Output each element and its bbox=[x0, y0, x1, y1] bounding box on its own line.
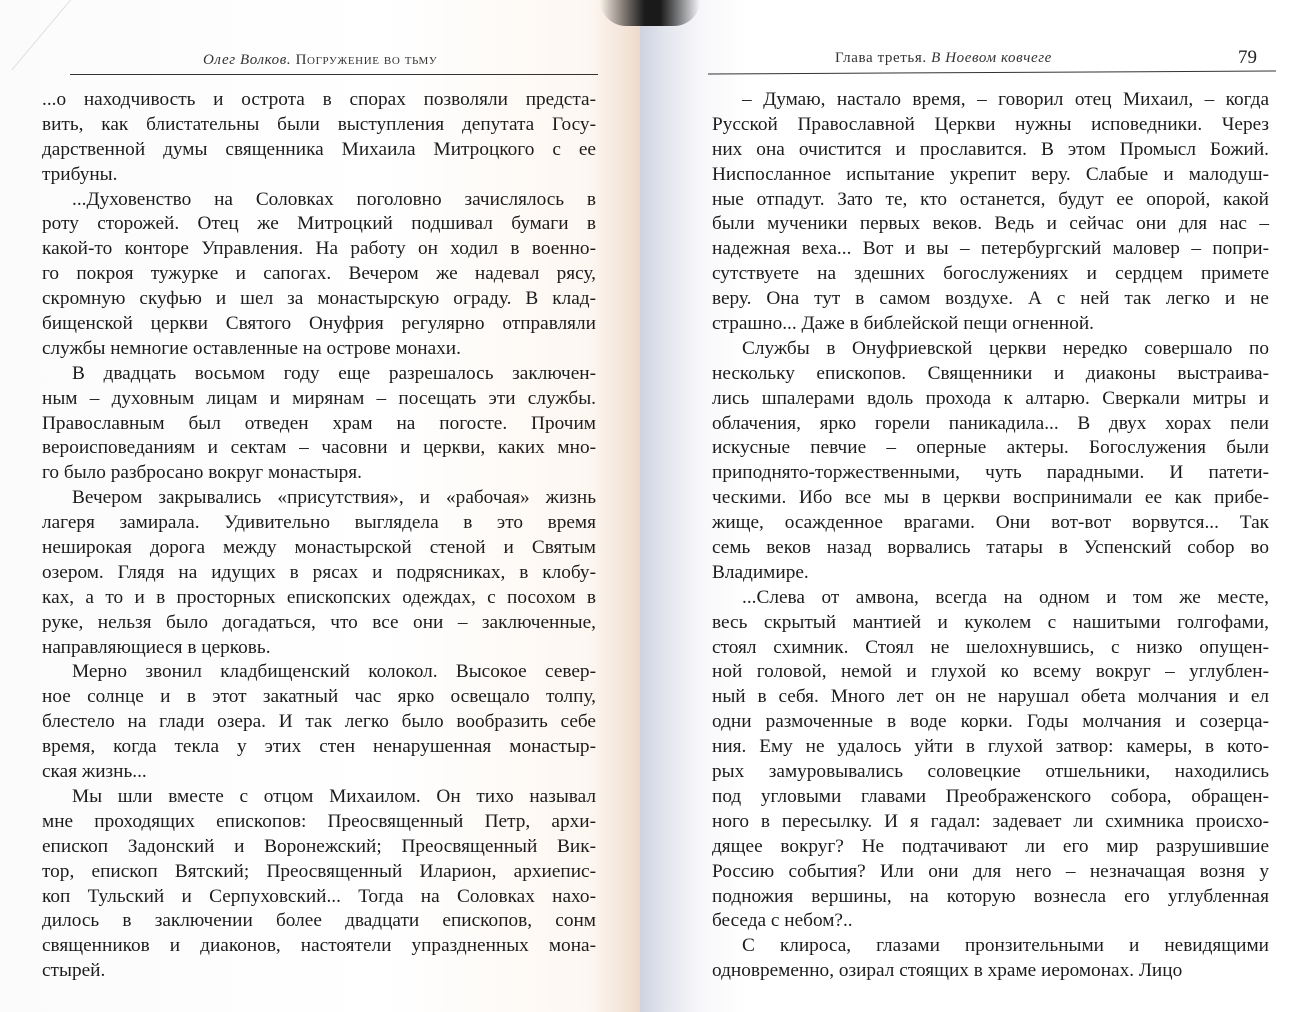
paragraph bbox=[712, 88, 1269, 337]
text-line: Мы шли вместе с отцом Михаилом. Он тихо называл bbox=[72, 785, 596, 807]
text-line: ного в пересылку. И я гадал: задевает ли схимника происхо- bbox=[712, 810, 1269, 832]
text-line: трибуны. bbox=[42, 163, 118, 185]
text-line: искусные певчие – оперные актеры. Богослужения были bbox=[712, 437, 1269, 459]
text-line: го покроя тужурке и сапогах. Вечером же надевал рясу, bbox=[42, 263, 596, 285]
text-line: Владимире. bbox=[712, 561, 809, 583]
text-line: – Думаю, настало время, – говорил отец Михаил, – когда bbox=[742, 89, 1269, 110]
text-line: были мученики первых веков. Ведь и сейчас они для нас – bbox=[712, 213, 1269, 235]
text-line: Россию события? Или они для него – незначащая возня у bbox=[712, 860, 1269, 882]
paragraph bbox=[712, 934, 1269, 984]
right-body-text bbox=[712, 88, 1269, 984]
text-line: дилось в заключении более двадцати епископов, сонм bbox=[42, 910, 596, 932]
text-line: облачения, ярко горели паникадила... В двух хорах пели bbox=[712, 412, 1269, 434]
paragraph bbox=[712, 586, 1269, 934]
text-line: озером. Глядя на идущих в рясах и подрясниках, в клобу- bbox=[42, 561, 596, 583]
right-header-rule bbox=[708, 71, 1276, 75]
paragraph bbox=[42, 785, 596, 984]
text-line: службы немногие оставленные на острове монахи. bbox=[42, 337, 461, 359]
text-line: страшно... Даже в библейской пещи огненной. bbox=[712, 313, 1094, 335]
right-page bbox=[640, 0, 1300, 1012]
left-page bbox=[0, 0, 640, 1012]
text-line: Русской Православной Церкви нужны исповедники. Через bbox=[712, 113, 1269, 135]
text-line: одни размоченные в воде корки. Годы молчания и созерца- bbox=[712, 711, 1269, 733]
text-line: стырей. bbox=[42, 960, 106, 982]
text-line: одновременно, озирал стоящих в храме иеромонах. Лицо bbox=[712, 960, 1183, 982]
text-line: неширокая дорога между монастырской стеной и Святым bbox=[42, 537, 596, 559]
text-line: ные отпадут. Зато те, кто останется, будут ее опорой, какой bbox=[712, 188, 1269, 210]
text-line: ной головой, немой и глухой ко всему вокруг – углублен- bbox=[712, 661, 1269, 683]
text-line: дарственной думы священника Михаила Митроцкого с ее bbox=[42, 138, 596, 160]
text-line: время, когда текла у этих стен ненарушенная монастыр- bbox=[42, 736, 596, 758]
paragraph bbox=[42, 486, 596, 660]
page-number: 79 bbox=[1238, 47, 1257, 68]
text-line: Ниспосланное испытание укрепит веру. Слабые и малодуш- bbox=[712, 163, 1269, 185]
right-running-head bbox=[835, 50, 1052, 67]
text-line: под угловыми главами Преображенского собора, обращен- bbox=[712, 785, 1269, 807]
text-line: вероисповеданиям и сектам – часовни и церкви, каких мно- bbox=[42, 437, 596, 459]
text-line: Службы в Онуфриевской церкви нередко совершало по bbox=[742, 337, 1269, 359]
text-line: стоял схимник. Стоял не шелохнувшись, с низко опущен- bbox=[712, 636, 1269, 658]
text-line: надежная веха... Вот и вы – петербургский маловер – попри- bbox=[712, 238, 1269, 260]
text-line: скромную скуфью и шел за монастырскую ограду. В клад- bbox=[42, 288, 596, 310]
text-line: Вечером закрывались «присутствия», и «рабочая» жизнь bbox=[72, 487, 596, 509]
text-line: лагеря замирала. Удивительно выглядела в это время bbox=[42, 512, 596, 534]
text-line: ческими. Ибо все мы в церкви воспринимали ее как прибе- bbox=[712, 487, 1269, 509]
text-line: коп Тульский и Серпуховский... Тогда на Соловках нахо- bbox=[42, 885, 596, 907]
text-line: какой-то конторе Управления. На работу он ходил в военно- bbox=[42, 238, 596, 260]
text-line: роту сторожей. Отец же Митроцкий подшивал бумаги в bbox=[42, 213, 596, 235]
text-line: лись шпалерами вдоль прохода к алтарю. Сверкали митры и bbox=[712, 387, 1269, 409]
text-line: Мерно звонил кладбищенский колокол. Высокое север- bbox=[72, 661, 596, 683]
left-running-head bbox=[203, 52, 437, 69]
text-line: семь веков назад ворвались татары в Успенский собор во bbox=[712, 537, 1269, 559]
text-line: С клироса, глазами пронзительными и невидящими bbox=[742, 935, 1269, 957]
text-line: ...Духовенство на Соловках поголовно зачислялось в bbox=[72, 188, 596, 210]
left-body-text bbox=[42, 88, 596, 984]
text-line: дящее вокруг? Не подтачивают ли его мир разрушившие bbox=[712, 835, 1269, 857]
text-line: приподнято-торжественными, чуть парадными. И патети- bbox=[712, 462, 1269, 484]
paragraph bbox=[42, 660, 596, 784]
text-line: ным – духовным лицам и мирянам – посещать эти службы. bbox=[42, 387, 596, 409]
text-line: жище, осажденное врагами. Они вот-вот ворвутся... Так bbox=[712, 512, 1269, 534]
text-line: направляющиеся в церковь. bbox=[42, 636, 271, 658]
text-line: блестело на глади озера. И так легко было вообразить себе bbox=[42, 711, 596, 733]
left-header-rule bbox=[70, 74, 598, 75]
text-line: мне проходящих епископов: Преосвященный Петр, архи- bbox=[42, 810, 596, 832]
text-line: ...о находчивость и острота в спорах позволяли предста- bbox=[42, 89, 596, 110]
text-line: весь скрытый мантией и куколем с нашитыми голгофами, bbox=[712, 611, 1269, 633]
text-line: бищенской церкви Святого Онуфрия регулярно отправляли bbox=[42, 313, 596, 335]
running-head-chapter-title: В Ноевом ковчеге bbox=[931, 50, 1052, 66]
text-line: ...Слева от амвона, всегда на одном и том же месте, bbox=[742, 586, 1269, 608]
gutter-top-shadow bbox=[600, 0, 700, 26]
text-line: рых замуровывались соловецкие отшельники, находились bbox=[712, 761, 1269, 783]
text-line: го было разбросано вокруг монастыря. bbox=[42, 462, 362, 484]
text-line: веру. Она тут в самом воздухе. А с ней так легко и не bbox=[712, 288, 1269, 310]
running-head-chapter: Глава третья. bbox=[835, 50, 927, 66]
text-line: беседа с небом?.. bbox=[712, 910, 853, 932]
text-line: нескольку епископов. Священники и диаконы выстраива- bbox=[712, 362, 1269, 384]
text-line: Православным был отведен храм на погосте. Прочим bbox=[42, 412, 596, 434]
text-line: вить, как блистательны были выступления депутата Госу- bbox=[42, 113, 596, 135]
paragraph bbox=[712, 337, 1269, 586]
text-line: подножия вершины, на которую вознесла его углубленная bbox=[712, 885, 1269, 907]
page-corner-edge bbox=[0, 0, 71, 70]
running-head-title: Погружение во тьму bbox=[295, 52, 438, 68]
text-line: ное солнце и в этот закатный час ярко освещало толпу, bbox=[42, 686, 596, 708]
text-line: епископ Задонский и Воронежский; Преосвященный Вик- bbox=[42, 835, 596, 857]
text-line: тор, епископ Вятский; Преосвященный Иларион, архиепис- bbox=[42, 860, 596, 882]
text-line: руке, нельзя было догадаться, что все они – заключенные, bbox=[42, 611, 596, 633]
text-line: В двадцать восьмом году еще разрешалось заключен- bbox=[72, 362, 596, 384]
text-line: сутствуете на здешних богослужениях и сердцем примете bbox=[712, 263, 1269, 285]
running-head-author: Олег Волков. bbox=[203, 52, 292, 68]
text-line: ках, а то и в просторных епископских одеждах, с посохом в bbox=[42, 586, 596, 608]
text-line: ный в себя. Много лет он не нарушал обета молчания и ел bbox=[712, 686, 1269, 708]
text-line: них она очистится и прославится. В этом Промысл Божий. bbox=[712, 138, 1269, 160]
text-line: ская жизнь... bbox=[42, 761, 147, 783]
text-line: ния. Ему не удалось уйти в глухой затвор: камеры, в кото- bbox=[712, 736, 1269, 758]
paragraph bbox=[42, 88, 596, 188]
text-line: священников и диаконов, настоятели упраздненных мона- bbox=[42, 935, 596, 957]
paragraph bbox=[42, 188, 596, 362]
paragraph bbox=[42, 362, 596, 486]
